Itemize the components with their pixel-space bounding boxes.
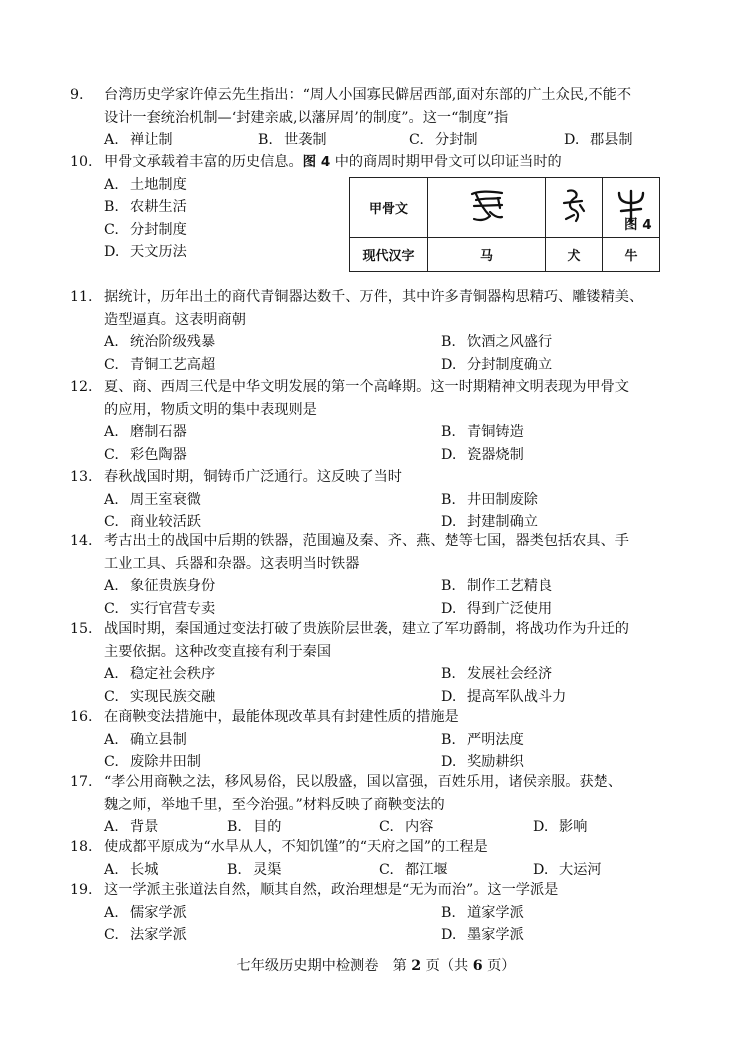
- option-a[interactable]: A. 背景: [104, 819, 159, 835]
- question-14: [70, 530, 690, 620]
- options-row: [70, 129, 690, 152]
- question-text-continued: 主要依据。这种改变直接有利于秦国: [104, 643, 332, 660]
- option-b[interactable]: B. 饮酒之风盛行: [441, 334, 553, 350]
- question-number: 10.: [70, 154, 93, 170]
- option-b[interactable]: B. 灵渠: [227, 861, 282, 878]
- option-c[interactable]: C. 商业较活跃: [104, 514, 201, 530]
- option-a[interactable]: A. 长城: [104, 861, 159, 878]
- oracle-glyph-dog: [546, 178, 603, 238]
- question-text: 考古出土的战国中后期的铁器，范围遍及秦、齐、燕、楚等七国，器类包括农具、手: [104, 533, 629, 549]
- question-text-continued: 的应用，物质文明的集中表现则是: [104, 401, 317, 418]
- option-b[interactable]: B. 目的: [227, 819, 282, 835]
- question-text: 甲骨文承载着丰富的历史信息。: [104, 154, 303, 170]
- page-footer: [0, 955, 752, 975]
- options-row: [70, 444, 690, 467]
- option-a[interactable]: A. 儒家学派: [104, 904, 187, 921]
- question-number: 15.: [70, 621, 93, 637]
- oracle-glyph-horse: [428, 178, 546, 238]
- question-13: [70, 466, 690, 534]
- option-c[interactable]: C. 彩色陶器: [104, 446, 187, 463]
- modern-char-ox: 牛: [603, 238, 660, 272]
- footer-page-number: 2: [411, 958, 422, 974]
- oracle-bone-table: [349, 177, 660, 272]
- option-c[interactable]: C. 实现民族交融: [104, 688, 216, 705]
- question-number: 18.: [70, 839, 93, 855]
- option-b[interactable]: B. 青铜铸造: [441, 424, 524, 440]
- footer-text-end: 页）: [482, 958, 516, 974]
- question-text: “孝公用商鞅之法，移风易俗，民以殷盛，国以富强，百姓乐用，诸侯亲服。获楚、: [104, 774, 623, 790]
- question-number: 11.: [70, 289, 93, 305]
- footer-text: 页（共: [421, 958, 473, 974]
- option-b[interactable]: B. 农耕生活: [104, 199, 187, 215]
- option-c[interactable]: C. 分封制度: [104, 221, 187, 238]
- question-number: 19.: [70, 882, 93, 898]
- options-row: [70, 924, 690, 947]
- option-a[interactable]: A. 磨制石器: [104, 424, 187, 440]
- modern-char-horse: 马: [428, 238, 546, 272]
- question-text: 在商鞅变法措施中，最能体现改革具有封建性质的措施是: [104, 709, 459, 725]
- option-d[interactable]: D. 得到广泛使用: [441, 600, 553, 617]
- question-text-continued: 设计一套统治机制—‘封建亲戚,以藩屏周’的制度”。这一“制度”指: [104, 109, 509, 126]
- options-row: [70, 421, 690, 444]
- options-row: [70, 598, 690, 621]
- question-text: 春秋战国时期，铜铸币广泛通行。这反映了当时: [104, 469, 402, 485]
- row-header-oracle: 甲骨文: [350, 178, 428, 238]
- options-row: [70, 663, 690, 686]
- question-text-continued: 造型逼真。这表明商朝: [104, 311, 246, 328]
- question-number: 16.: [70, 709, 93, 725]
- option-d[interactable]: D. 奖励耕织: [441, 754, 524, 770]
- option-c[interactable]: C. 分封制: [409, 132, 478, 148]
- question-19: [70, 879, 690, 947]
- question-15: [70, 618, 690, 708]
- option-a[interactable]: A. 稳定社会秩序: [104, 666, 216, 682]
- footer-title: 七年级历史期中检测卷 第: [236, 958, 412, 974]
- figure-label: 图 4: [624, 217, 652, 233]
- option-d[interactable]: D. 影响: [533, 819, 588, 835]
- question-text: 据统计，历年出土的商代青铜器达数千、万件，其中许多青铜器构思精巧、雕镂精美、: [104, 289, 644, 305]
- question-text-continued: 魏之师，举地千里，至今治强。”材料反映了商鞅变法的: [104, 796, 445, 813]
- option-d[interactable]: D. 瓷器烧制: [441, 446, 524, 463]
- options-row: [70, 575, 690, 598]
- option-a[interactable]: A. 禅让制: [104, 132, 173, 148]
- question-text: 使成都平原成为“水旱从人，不知饥馑”的“天府之国”的工程是: [104, 839, 488, 855]
- question-16: [70, 706, 690, 774]
- question-number: 14.: [70, 533, 93, 549]
- question-number: 12.: [70, 379, 93, 395]
- option-a[interactable]: A. 土地制度: [104, 176, 187, 193]
- options-row: [70, 489, 690, 512]
- option-d[interactable]: D. 分封制度确立: [441, 356, 553, 373]
- question-number: 13.: [70, 469, 93, 485]
- option-d[interactable]: D. 封建制确立: [441, 514, 538, 530]
- modern-char-dog: 犬: [546, 238, 603, 272]
- options-row: [70, 686, 690, 709]
- option-c[interactable]: C. 都江堰: [379, 861, 448, 878]
- option-b[interactable]: B. 道家学派: [441, 904, 524, 921]
- question-text: 台湾历史学家许倬云先生指出：“周人小国寡民僻居西部,面对东部的广土众民,不能不: [104, 87, 632, 103]
- options-row: [70, 729, 690, 752]
- option-d[interactable]: D. 提高军队战斗力: [441, 688, 567, 705]
- footer-total-pages: 6: [472, 958, 483, 974]
- row-header-modern: 现代汉字: [350, 238, 428, 272]
- question-17: [70, 771, 690, 839]
- option-c[interactable]: C. 内容: [379, 819, 434, 835]
- option-d[interactable]: D. 大运河: [533, 861, 602, 878]
- option-c[interactable]: C. 法家学派: [104, 927, 187, 943]
- question-text: 夏、商、西周三代是中华文明发展的第一个高峰期。这一时期精神文明表现为甲骨文: [104, 379, 629, 395]
- option-b[interactable]: B. 井田制废除: [441, 491, 538, 508]
- options-row: [70, 331, 690, 354]
- option-b[interactable]: B. 严明法度: [441, 731, 524, 748]
- option-a[interactable]: A. 统治阶级残暴: [104, 334, 216, 350]
- option-c[interactable]: C. 废除井田制: [104, 754, 201, 770]
- option-c[interactable]: C. 实行官营专卖: [104, 600, 216, 617]
- question-9: [70, 84, 690, 152]
- question-18: [70, 836, 690, 881]
- question-11: [70, 286, 690, 376]
- options-row: [70, 354, 690, 377]
- question-text: 战国时期，秦国通过变法打破了贵族阶层世袭，建立了军功爵制，将战功作为升迁的: [104, 621, 629, 637]
- option-b[interactable]: B. 制作工艺精良: [441, 578, 553, 594]
- option-a[interactable]: A. 象征贵族身份: [104, 578, 216, 594]
- question-text: 这一学派主张道法自然，顺其自然，政治理想是“无为而治”。这一学派是: [104, 882, 559, 898]
- option-b[interactable]: B. 发展社会经济: [441, 666, 553, 682]
- option-d[interactable]: D. 天文历法: [104, 244, 187, 260]
- option-a[interactable]: A. 确立县制: [104, 731, 187, 748]
- options-row: [70, 859, 690, 882]
- option-a[interactable]: A. 周王室衰微: [104, 491, 201, 508]
- question-number: 9.: [70, 87, 84, 103]
- figure-reference: 图 4: [302, 154, 331, 170]
- question-number: 17.: [70, 774, 93, 790]
- option-d[interactable]: D. 墨家学派: [441, 927, 524, 943]
- options-row: [70, 902, 690, 925]
- question-12: [70, 376, 690, 466]
- option-d[interactable]: D. 郡县制: [564, 132, 633, 148]
- option-c[interactable]: C. 青铜工艺高超: [104, 356, 216, 373]
- question-text-continued: 工业工具、兵器和杂器。这表明当时铁器: [104, 555, 360, 572]
- option-b[interactable]: B. 世袭制: [258, 132, 327, 148]
- question-text-end: 中的商周时期甲骨文可以印证当时的: [330, 154, 562, 170]
